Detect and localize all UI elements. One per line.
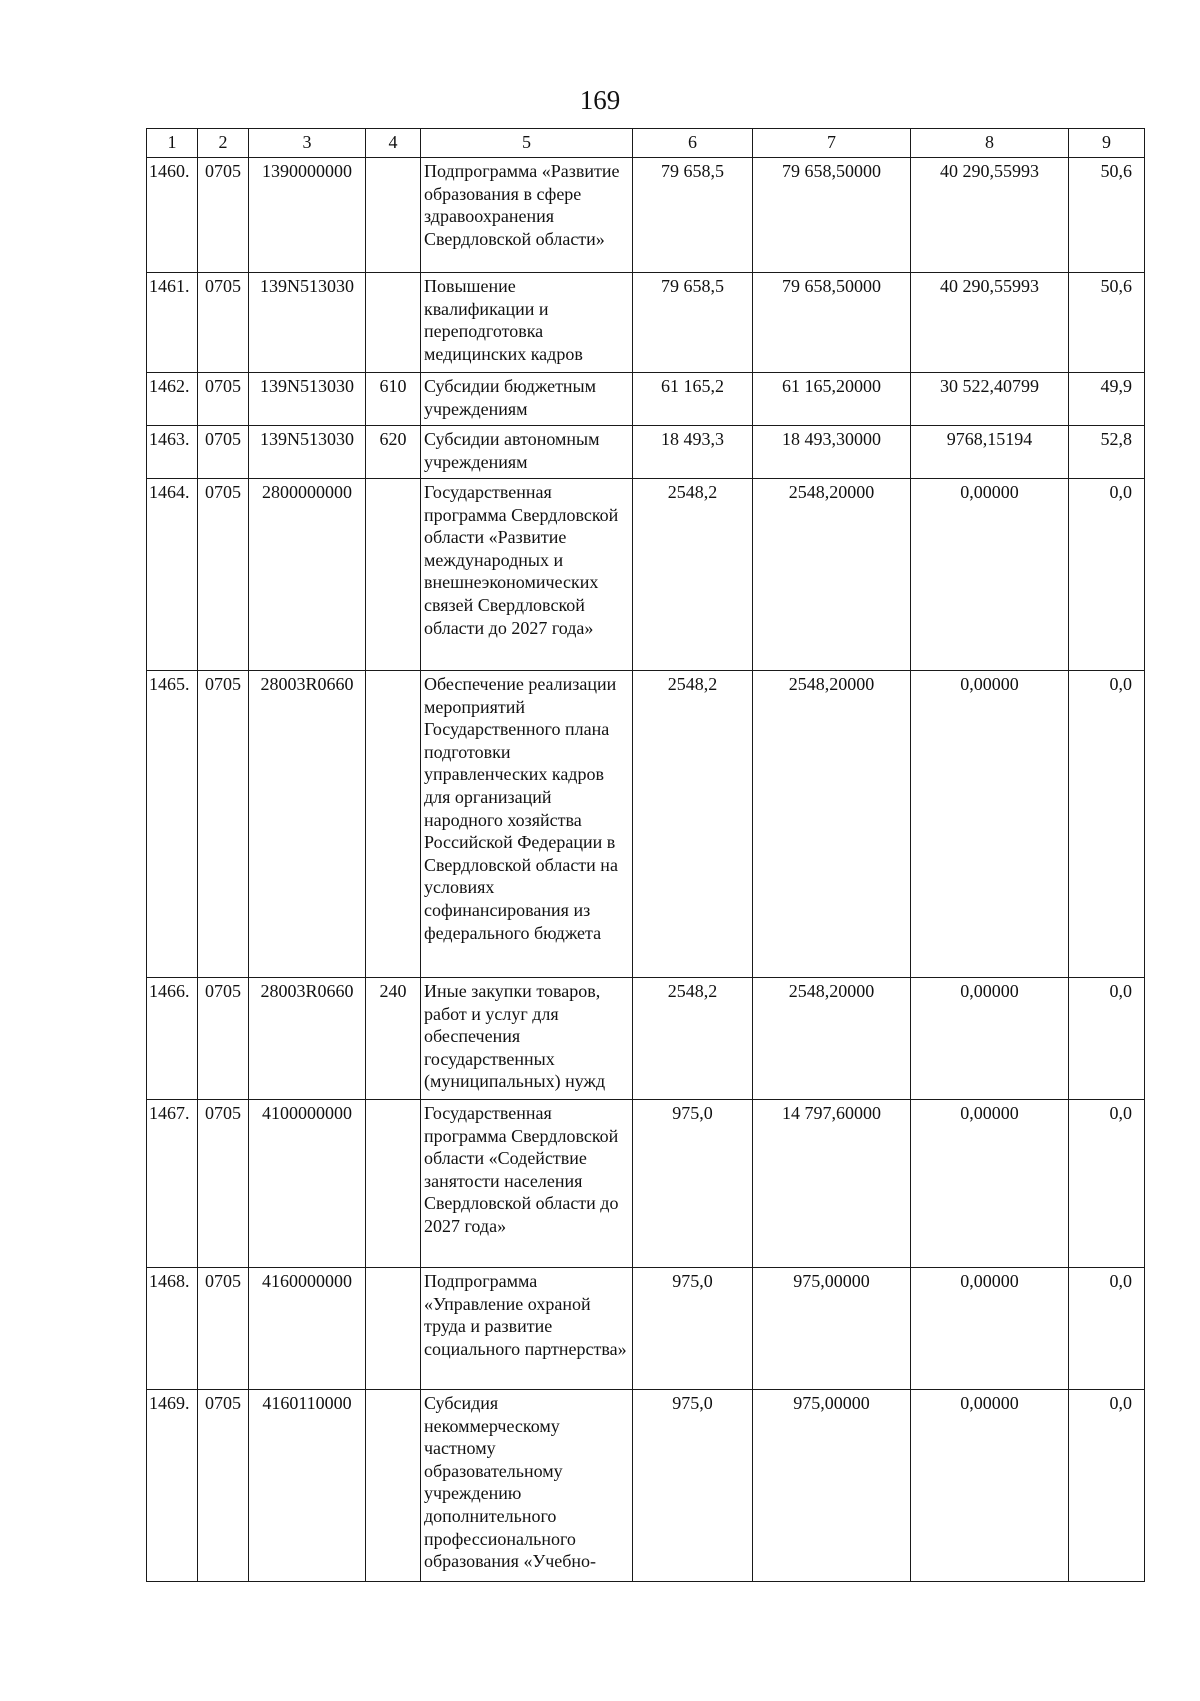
table-row — [147, 1268, 1145, 1390]
table-row — [147, 426, 1145, 479]
approved-amount: 975,0 — [633, 1100, 753, 1268]
approved-amount: 18 493,3 — [633, 426, 753, 479]
planned-amount: 2548,20000 — [753, 978, 911, 1100]
execution-percent: 0,0 — [1069, 1390, 1145, 1582]
section-code: 0705 — [198, 671, 249, 978]
expense-type-code — [366, 158, 421, 273]
row-number: 1466. — [147, 978, 198, 1100]
target-article-code: 28003R0660 — [249, 978, 366, 1100]
row-number: 1468. — [147, 1268, 198, 1390]
item-name: Государственная программа Свердловской области «Развитие международных и внешнеэкономических связей Свердловской области до 2027 года» — [421, 479, 633, 671]
table-row — [147, 158, 1145, 273]
section-code: 0705 — [198, 1268, 249, 1390]
column-header: 4 — [366, 129, 421, 158]
approved-amount: 2548,2 — [633, 479, 753, 671]
row-number: 1460. — [147, 158, 198, 273]
planned-amount: 79 658,50000 — [753, 158, 911, 273]
execution-percent: 50,6 — [1069, 158, 1145, 273]
target-article-code: 4160000000 — [249, 1268, 366, 1390]
expense-type-code: 620 — [366, 426, 421, 479]
row-number: 1464. — [147, 479, 198, 671]
table-row — [147, 1390, 1145, 1582]
target-article-code: 28003R0660 — [249, 671, 366, 978]
expense-type-code: 610 — [366, 373, 421, 426]
column-header: 6 — [633, 129, 753, 158]
row-number: 1465. — [147, 671, 198, 978]
item-name: Иные закупки товаров, работ и услуг для обеспечения государственных (муниципальных) нужд — [421, 978, 633, 1100]
expense-type-code — [366, 1390, 421, 1582]
planned-amount: 18 493,30000 — [753, 426, 911, 479]
executed-amount: 40 290,55993 — [911, 273, 1069, 373]
approved-amount: 61 165,2 — [633, 373, 753, 426]
budget-table — [146, 128, 1145, 1582]
column-header: 3 — [249, 129, 366, 158]
target-article-code: 139N513030 — [249, 373, 366, 426]
row-number: 1463. — [147, 426, 198, 479]
executed-amount: 0,00000 — [911, 671, 1069, 978]
executed-amount: 0,00000 — [911, 1390, 1069, 1582]
expense-type-code — [366, 479, 421, 671]
approved-amount: 79 658,5 — [633, 273, 753, 373]
row-number: 1469. — [147, 1390, 198, 1582]
expense-type-code — [366, 1100, 421, 1268]
expense-type-code — [366, 273, 421, 373]
section-code: 0705 — [198, 1390, 249, 1582]
section-code: 0705 — [198, 273, 249, 373]
table-row — [147, 978, 1145, 1100]
approved-amount: 975,0 — [633, 1390, 753, 1582]
approved-amount: 975,0 — [633, 1268, 753, 1390]
expense-type-code — [366, 671, 421, 978]
table-header-row — [147, 129, 1145, 158]
execution-percent: 0,0 — [1069, 1268, 1145, 1390]
target-article-code: 139N513030 — [249, 273, 366, 373]
execution-percent: 0,0 — [1069, 1100, 1145, 1268]
target-article-code: 4100000000 — [249, 1100, 366, 1268]
planned-amount: 975,00000 — [753, 1268, 911, 1390]
item-name: Субсидии бюджетным учреждениям — [421, 373, 633, 426]
column-header: 9 — [1069, 129, 1145, 158]
column-header: 2 — [198, 129, 249, 158]
planned-amount: 2548,20000 — [753, 671, 911, 978]
row-number: 1467. — [147, 1100, 198, 1268]
table-row — [147, 479, 1145, 671]
target-article-code: 1390000000 — [249, 158, 366, 273]
item-name: Подпрограмма «Управление охраной труда и развитие социального партнерства» — [421, 1268, 633, 1390]
planned-amount: 975,00000 — [753, 1390, 911, 1582]
table-row — [147, 273, 1145, 373]
item-name: Обеспечение реализации мероприятий Государственного плана подготовки управленческих кадров для организаций народного хозяйства Российской Федерации в Свердловской области на условиях софинансирования из федерального бюджета — [421, 671, 633, 978]
executed-amount: 0,00000 — [911, 479, 1069, 671]
target-article-code: 2800000000 — [249, 479, 366, 671]
table-row — [147, 671, 1145, 978]
column-header: 7 — [753, 129, 911, 158]
column-header: 5 — [421, 129, 633, 158]
execution-percent: 49,9 — [1069, 373, 1145, 426]
approved-amount: 2548,2 — [633, 978, 753, 1100]
section-code: 0705 — [198, 978, 249, 1100]
row-number: 1461. — [147, 273, 198, 373]
approved-amount: 79 658,5 — [633, 158, 753, 273]
column-header: 8 — [911, 129, 1069, 158]
row-number: 1462. — [147, 373, 198, 426]
executed-amount: 9768,15194 — [911, 426, 1069, 479]
execution-percent: 0,0 — [1069, 671, 1145, 978]
executed-amount: 0,00000 — [911, 1268, 1069, 1390]
page-number: 169 — [579, 85, 621, 115]
planned-amount: 2548,20000 — [753, 479, 911, 671]
item-name: Субсидии автономным учреждениям — [421, 426, 633, 479]
executed-amount: 0,00000 — [911, 978, 1069, 1100]
approved-amount: 2548,2 — [633, 671, 753, 978]
planned-amount: 14 797,60000 — [753, 1100, 911, 1268]
expense-type-code: 240 — [366, 978, 421, 1100]
section-code: 0705 — [198, 158, 249, 273]
section-code: 0705 — [198, 479, 249, 671]
planned-amount: 79 658,50000 — [753, 273, 911, 373]
item-name: Повышение квалификации и переподготовка медицинских кадров — [421, 273, 633, 373]
section-code: 0705 — [198, 373, 249, 426]
execution-percent: 52,8 — [1069, 426, 1145, 479]
executed-amount: 0,00000 — [911, 1100, 1069, 1268]
executed-amount: 40 290,55993 — [911, 158, 1069, 273]
item-name: Субсидия некоммерческому частному образовательному учреждению дополнительного профессионального образования «Учебно- — [421, 1390, 633, 1582]
executed-amount: 30 522,40799 — [911, 373, 1069, 426]
section-code: 0705 — [198, 426, 249, 479]
planned-amount: 61 165,20000 — [753, 373, 911, 426]
execution-percent: 50,6 — [1069, 273, 1145, 373]
execution-percent: 0,0 — [1069, 479, 1145, 671]
target-article-code: 4160110000 — [249, 1390, 366, 1582]
column-header: 1 — [147, 129, 198, 158]
table-row — [147, 1100, 1145, 1268]
item-name: Государственная программа Свердловской области «Содействие занятости населения Свердловской области до 2027 года» — [421, 1100, 633, 1268]
section-code: 0705 — [198, 1100, 249, 1268]
target-article-code: 139N513030 — [249, 426, 366, 479]
table-row — [147, 373, 1145, 426]
item-name: Подпрограмма «Развитие образования в сфере здравоохранения Свердловской области» — [421, 158, 633, 273]
expense-type-code — [366, 1268, 421, 1390]
execution-percent: 0,0 — [1069, 978, 1145, 1100]
